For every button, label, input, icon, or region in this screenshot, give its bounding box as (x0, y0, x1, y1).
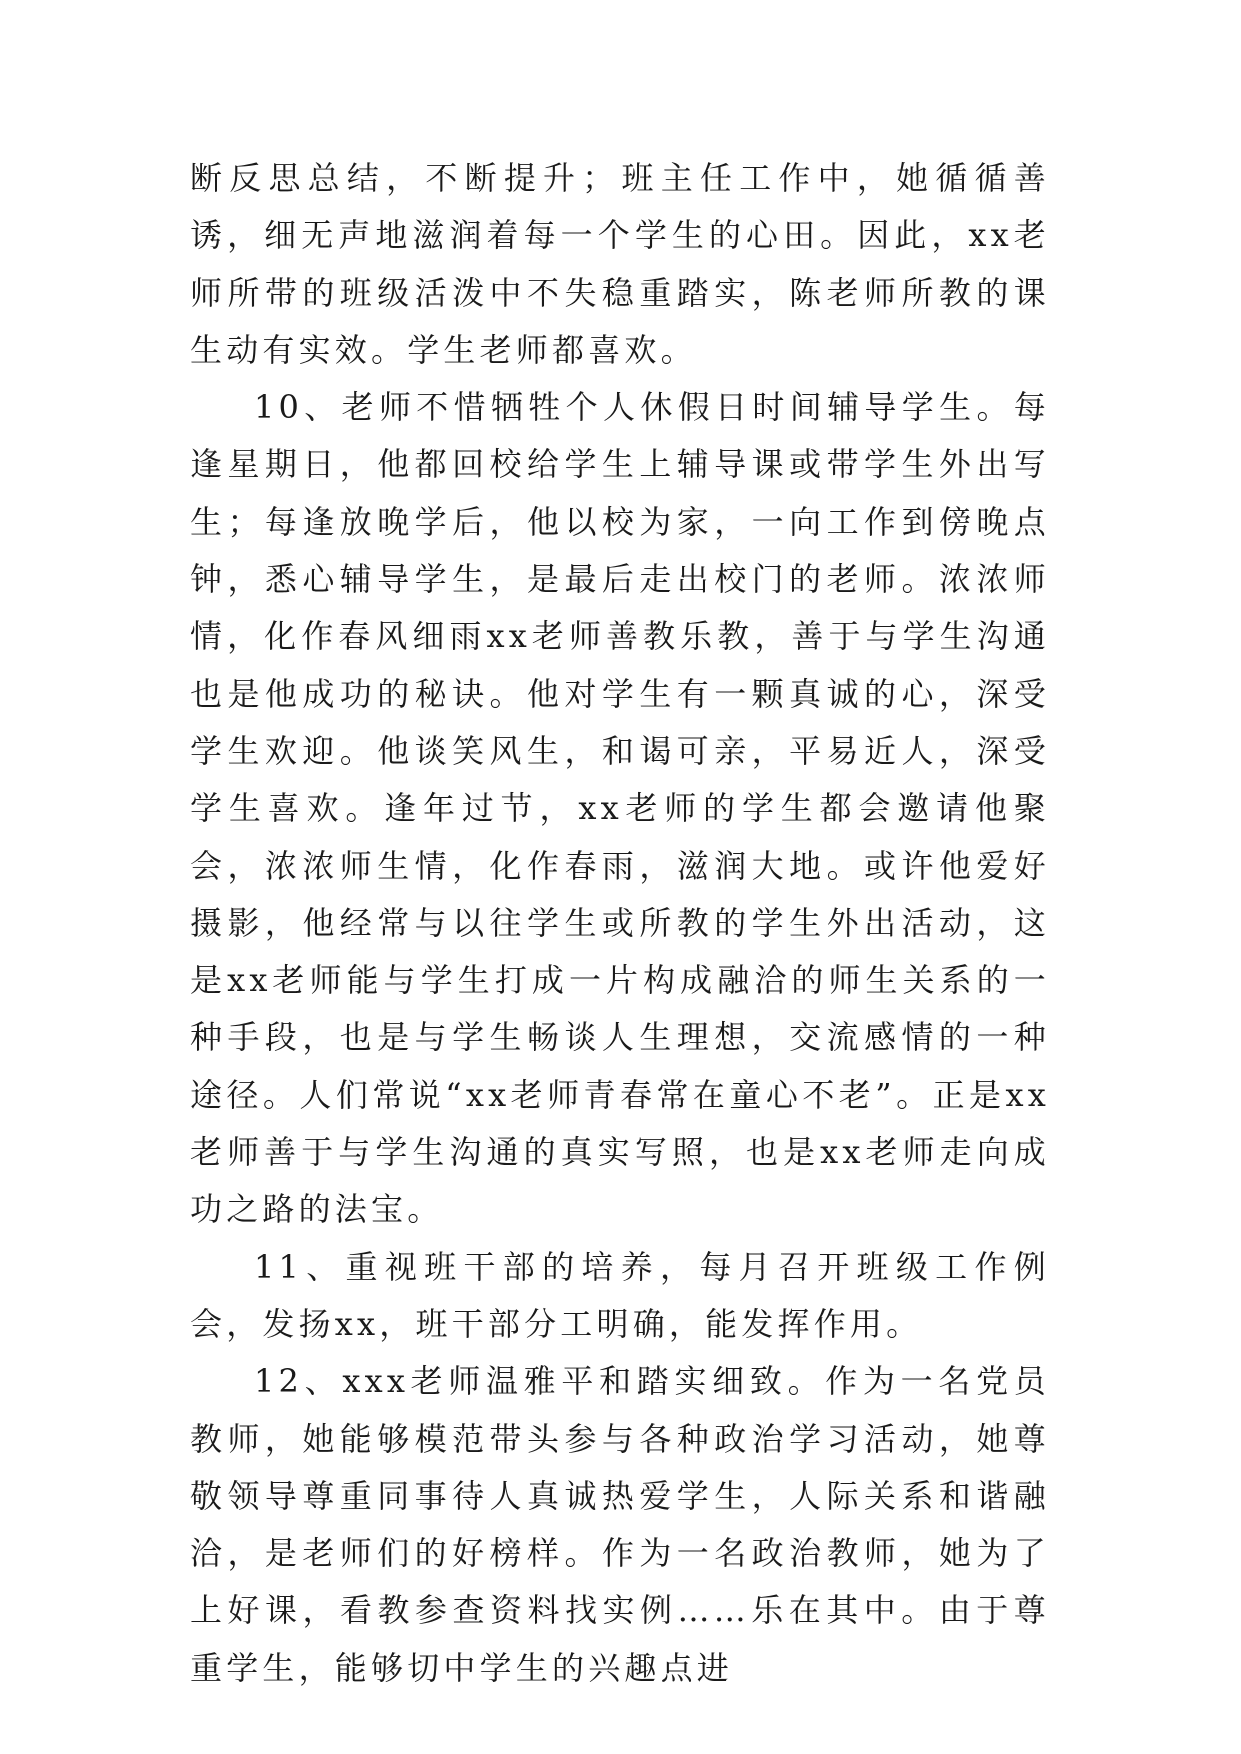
paragraph-item-12: 12、xxx老师温雅平和踏实细致。作为一名党员教师，她能够模范带头参与各种政治学习活动，她尊敬领导尊重同事待人真诚热爱学生，人际关系和谐融洽，是老师们的好榜样。作为一名政治教师，她为了上好课，看教参查资料找实例……乐在其中。由于尊重学生，能够切中学生的兴趣点进 (190, 1362, 1050, 1687)
paragraph-item-11: 11、重视班干部的培养，每月召开班级工作例会，发扬xx，班干部分工明确，能发挥作用。 (190, 1247, 1050, 1343)
document-body (190, 150, 1050, 1697)
paragraph-item-10: 10、老师不惜牺牲个人休假日时间辅导学生。每逢星期日，他都回校给学生上辅导课或带学生外出写生；每逢放晚学后，他以校为家，一向工作到傍晚点钟，悉心辅导学生，是最后走出校门的老师。浓浓师情，化作春风细雨xx老师善教乐教，善于与学生沟通也是他成功的秘诀。他对学生有一颗真诚的心，深受学生欢迎。他谈笑风生，和谒可亲，平易近人，深受学生喜欢。逢年过节，xx老师的学生都会邀请他聚会，浓浓师生情，化作春雨，滋润大地。或许他爱好摄影，他经常与以往学生或所教的学生外出活动，这是xx老师能与学生打成一片构成融洽的师生关系的一种手段，也是与学生畅谈人生理想，交流感情的一种途径。人们常说“xx老师青春常在童心不老”。正是xx老师善于与学生沟通的真实写照，也是xx老师走向成功之路的法宝。 (190, 388, 1050, 1229)
paragraph-continuation: 断反思总结，不断提升；班主任工作中，她循循善诱，细无声地滋润着每一个学生的心田。因此，xx老师所带的班级活泼中不失稳重踏实，陈老师所教的课生动有实效。学生老师都喜欢。 (190, 159, 1050, 369)
